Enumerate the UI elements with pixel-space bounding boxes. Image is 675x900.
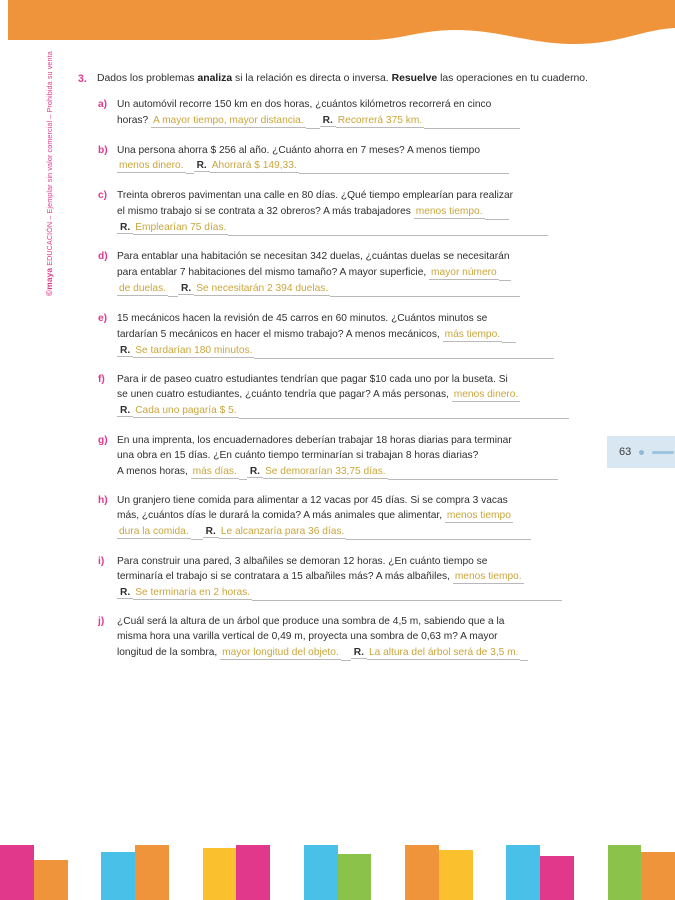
instruction-bold-analiza: analiza <box>197 73 233 84</box>
item-a-line1: Un automóvil recorre 150 km en dos horas, ¿cuántos kilómetros recorrerá en cinco <box>117 99 492 111</box>
item-letter-b: b) <box>98 144 108 156</box>
item-e-line2 <box>117 327 598 343</box>
item-i-line1: Para construir una pared, 3 albañiles se demoran 12 horas. ¿En cuánto tiempo se <box>117 555 488 567</box>
item-body-b <box>117 144 598 175</box>
item-j-answer-reason[interactable]: mayor longitud del objeto. <box>222 647 339 659</box>
item-c-line1: Treinta obreros pavimentan una calle en 80 días. ¿Qué tiempo emplearían para realizar <box>117 189 514 201</box>
item-body-h <box>117 494 598 540</box>
item-i-r-label: R. <box>117 587 133 599</box>
item-i-answer-reason[interactable]: menos tiempo. <box>454 570 522 582</box>
top-decorative-band <box>0 0 675 48</box>
list-item <box>98 555 598 601</box>
item-f-answer-reason[interactable]: menos dinero. <box>453 389 519 401</box>
item-letter-g: g) <box>98 434 108 446</box>
item-d-line2-prefix: para entablar 7 habitaciones del mismo tamaño? A mayor superficie, <box>117 267 427 279</box>
item-body-e <box>117 312 598 359</box>
item-d-answer-result[interactable]: Se necesitarán 2 394 duelas. <box>196 283 329 295</box>
item-h-line1: Un granjero tiene comida para alimentar a 12 vacas por 45 días. Si se compra 3 vacas <box>117 495 508 507</box>
item-h-line2-prefix: más, ¿cuántos días le durará la comida? A más animales que alimentar, <box>117 510 443 522</box>
color-bar <box>169 860 203 900</box>
item-letter-j: j) <box>98 616 105 628</box>
exercise-items-list <box>78 98 598 661</box>
item-j-line1: ¿Cuál será la altura de un árbol que produce una sombra de 4,5 m, sabiendo que a la <box>117 616 505 628</box>
color-bar <box>304 845 338 900</box>
item-b-r-label: R. <box>194 160 210 172</box>
color-bar <box>371 860 405 900</box>
item-letter-d: d) <box>98 251 108 263</box>
item-f-line2 <box>117 388 598 403</box>
bottom-decorative-bars <box>0 845 675 900</box>
color-bar <box>540 856 574 900</box>
item-body-j <box>117 615 598 661</box>
item-a-answer-reason[interactable]: A mayor tiempo, mayor distancia. <box>153 115 304 127</box>
item-j-answer-result[interactable]: La altura del árbol será de 3,5 m. <box>368 647 519 659</box>
item-body-i <box>117 555 598 601</box>
item-c-r-label: R. <box>117 222 133 234</box>
exercise-number: 3. <box>78 73 87 85</box>
color-bar <box>270 860 304 900</box>
item-i-line2-prefix: terminaría el trabajo si se contratara a 15 albañiles más? A más albañiles, <box>117 570 450 582</box>
item-c-answer-reason[interactable]: menos tiempo. <box>415 205 483 217</box>
item-f-answer-result[interactable]: Cada uno pagaría $ 5. <box>135 405 237 417</box>
color-bar <box>34 860 68 900</box>
item-e-line1: 15 mecánicos hacen la revisión de 45 carros en 60 minutos. ¿Cuántos minutos se <box>117 312 488 324</box>
item-e-line2-prefix: tardarían 5 mecánicos en hacer el mismo trabajo? A menos mecánicos, <box>117 328 440 340</box>
item-body-d <box>117 250 598 297</box>
item-h-answer-reason-2[interactable]: dura la comida. <box>119 526 189 538</box>
item-f-line1: Para ir de paseo cuatro estudiantes tendrían que pagar $10 cada uno por la buseta. Si <box>117 374 508 386</box>
color-bar <box>506 845 540 900</box>
instruction-part-1: Dados los problemas <box>97 73 198 84</box>
list-item <box>98 494 598 540</box>
item-body-f <box>117 373 598 419</box>
item-b-answer-reason[interactable]: menos dinero. <box>119 160 184 172</box>
item-body-c <box>117 189 598 236</box>
list-item <box>98 434 598 480</box>
color-bar <box>338 854 372 900</box>
item-h-line2 <box>117 509 598 524</box>
item-g-answer-reason[interactable]: más días. <box>192 465 237 477</box>
copyright-text: EDUCACIÓN – Ejemplar sin valor comercial – Prohibida su venta <box>45 51 54 268</box>
color-bar <box>473 860 507 900</box>
list-item <box>98 189 598 236</box>
item-c-answer-result[interactable]: Emplearían 75 días. <box>135 221 227 233</box>
color-bar <box>68 845 102 900</box>
item-c-line2-prefix: el mismo trabajo si se contrata a 32 obreros? A más trabajadores <box>117 205 411 217</box>
color-bar <box>641 852 675 900</box>
item-f-line2-prefix: se unen cuatro estudiantes, ¿cuánto tendría que pagar? A más personas, <box>117 389 449 401</box>
exercise-instruction <box>97 72 598 87</box>
item-d-line2 <box>117 265 598 281</box>
item-letter-a: a) <box>98 99 108 111</box>
instruction-part-2: si la relación es directa o inversa. <box>232 73 392 84</box>
color-bar <box>0 845 34 900</box>
item-i-answer-result[interactable]: Se terminaría en 2 horas. <box>135 586 251 598</box>
color-bar <box>236 845 270 900</box>
list-item <box>98 144 598 175</box>
item-g-line1: En una imprenta, los encuadernadores deberían trabajar 18 horas diarias para terminar <box>117 434 512 446</box>
item-letter-e: e) <box>98 312 108 324</box>
item-g-line3-prefix: A menos horas, <box>117 465 188 477</box>
item-body-a <box>117 98 598 129</box>
item-h-r-label: R. <box>203 526 219 538</box>
item-h-answer-result[interactable]: Le alcanzaría para 36 días. <box>220 526 345 538</box>
item-d-r-label: R. <box>178 283 194 295</box>
item-d-line1: Para entablar una habitación se necesitan 342 duelas, ¿cuántas duelas se necesitarán <box>117 251 510 263</box>
item-e-answer-reason[interactable]: más tiempo. <box>444 328 501 340</box>
color-bar <box>608 845 642 900</box>
item-d-answer-reason[interactable]: mayor número <box>431 267 497 279</box>
item-g-r-label: R. <box>247 466 263 478</box>
item-f-r-label: R. <box>117 405 133 417</box>
list-item <box>98 312 598 359</box>
exercise-content <box>78 72 598 676</box>
publisher-brand: ©maya <box>44 267 54 296</box>
list-item <box>98 373 598 419</box>
list-item <box>98 98 598 129</box>
item-j-line2: misma hora una varilla vertical de 0,49 m, proyecta una sombra de 0,63 m? A mayor <box>117 631 498 643</box>
item-letter-f: f) <box>98 374 105 386</box>
item-h-answer-reason[interactable]: menos tiempo <box>446 510 511 522</box>
item-a-line2-prefix: horas? <box>117 115 149 127</box>
item-i-line2 <box>117 570 598 585</box>
page-number-tab <box>607 436 675 468</box>
color-bar <box>439 850 473 900</box>
item-a-r-label: R. <box>320 115 336 127</box>
copyright-note <box>44 0 54 296</box>
item-letter-i: i) <box>98 555 105 567</box>
item-e-r-label: R. <box>117 345 133 357</box>
instruction-part-3: las operaciones en tu cuaderno. <box>437 73 588 84</box>
list-item <box>98 615 598 661</box>
item-body-g <box>117 434 598 480</box>
item-letter-c: c) <box>98 189 108 201</box>
color-bar <box>574 860 608 900</box>
color-bar <box>203 848 237 900</box>
instruction-bold-resuelve: Resuelve <box>391 73 438 84</box>
item-j-line3-prefix: longitud de la sombra, <box>117 647 218 659</box>
item-a-answer-result[interactable]: Recorrerá 375 km. <box>337 115 423 127</box>
item-letter-h: h) <box>98 495 108 507</box>
item-e-answer-result[interactable]: Se tardarían 180 minutos. <box>135 344 253 356</box>
color-bar <box>405 845 439 900</box>
color-bar <box>135 845 169 900</box>
list-item <box>98 250 598 297</box>
item-j-r-label: R. <box>351 647 367 659</box>
tab-dash-icon <box>652 451 674 454</box>
item-d-answer-reason-2[interactable]: de duelas. <box>119 283 167 295</box>
item-b-answer-result[interactable]: Ahorrará $ 149,33. <box>211 160 297 172</box>
item-b-line1: Una persona ahorra $ 256 al año. ¿Cuánto ahorra en 7 meses? A menos tiempo <box>117 144 481 156</box>
exercise-heading <box>78 72 598 87</box>
item-g-answer-result[interactable]: Se demorarían 33,75 días. <box>265 465 386 477</box>
item-c-line2 <box>117 204 598 220</box>
page-number: 63 <box>619 446 632 458</box>
tab-dot-icon <box>639 450 644 455</box>
item-g-line2: una obra en 15 días. ¿En cuánto tiempo terminarían si trabajan 8 horas diarias? <box>117 449 479 461</box>
color-bar <box>101 852 135 900</box>
